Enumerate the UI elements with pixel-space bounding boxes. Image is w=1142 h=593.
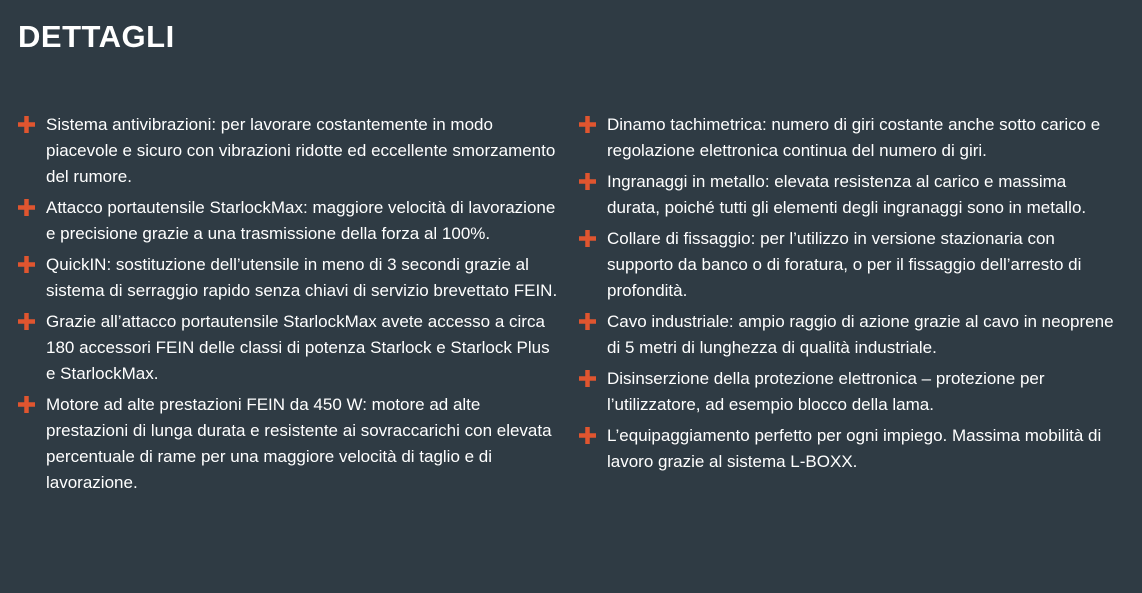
feature-text: Disinserzione della protezione elettronica – protezione per l’utilizzatore, ad esempio blocco della lama. bbox=[607, 369, 1045, 414]
plus-icon bbox=[579, 427, 596, 444]
details-column-right bbox=[579, 112, 1120, 480]
plus-icon bbox=[18, 313, 35, 330]
feature-text: Sistema antivibrazioni: per lavorare costantemente in modo piacevole e sicuro con vibrazioni ridotte ed eccellente smorzamento del rumore. bbox=[46, 115, 556, 186]
feature-item bbox=[18, 195, 559, 247]
plus-icon bbox=[579, 173, 596, 190]
feature-text: Attacco portautensile StarlockMax: maggiore velocità di lavorazione e precisione grazie a una trasmissione della forza al 100%. bbox=[46, 198, 556, 243]
plus-icon bbox=[579, 370, 596, 387]
plus-icon bbox=[579, 313, 596, 330]
feature-item bbox=[579, 226, 1120, 304]
feature-text: Cavo industriale: ampio raggio di azione grazie al cavo in neoprene di 5 metri di lunghezza di qualità industriale. bbox=[607, 312, 1114, 357]
plus-icon bbox=[18, 396, 35, 413]
feature-text: Grazie all’attacco portautensile StarlockMax avete accesso a circa 180 accessori FEIN delle classi di potenza Starlock e Starlock Plus e StarlockMax. bbox=[46, 312, 550, 383]
page-title: DETTAGLI bbox=[18, 19, 175, 54]
feature-text: L’equipaggiamento perfetto per ogni impiego. Massima mobilità di lavoro grazie al sistema L-BOXX. bbox=[607, 426, 1102, 471]
feature-item bbox=[579, 112, 1120, 164]
feature-text: Dinamo tachimetrica: numero di giri costante anche sotto carico e regolazione elettronica continua del numero di giri. bbox=[607, 115, 1101, 160]
plus-icon bbox=[18, 256, 35, 273]
feature-item bbox=[579, 423, 1120, 475]
plus-icon bbox=[579, 230, 596, 247]
feature-text: Motore ad alte prestazioni FEIN da 450 W: motore ad alte prestazioni di lunga durata e resistente ai sovraccarichi con elevata percentuale di rame per una maggiore velocità di taglio e di lavorazione. bbox=[46, 395, 552, 492]
feature-item bbox=[579, 169, 1120, 221]
details-columns bbox=[18, 112, 1120, 501]
feature-item bbox=[579, 366, 1120, 418]
plus-icon bbox=[18, 116, 35, 133]
feature-item bbox=[18, 252, 559, 304]
feature-text: QuickIN: sostituzione dell’utensile in meno di 3 secondi grazie al sistema di serraggio rapido senza chiavi di servizio brevettato FEIN. bbox=[46, 255, 558, 300]
plus-icon bbox=[579, 116, 596, 133]
feature-text: Collare di fissaggio: per l’utilizzo in versione stazionaria con supporto da banco o di foratura, o per il fissaggio dell’arresto di profondità. bbox=[607, 229, 1082, 300]
feature-item bbox=[579, 309, 1120, 361]
details-column-left bbox=[18, 112, 559, 501]
plus-icon bbox=[18, 199, 35, 216]
feature-text: Ingranaggi in metallo: elevata resistenza al carico e massima durata, poiché tutti gli elementi degli ingranaggi sono in metallo. bbox=[607, 172, 1087, 217]
feature-item bbox=[18, 309, 559, 387]
feature-item bbox=[18, 392, 559, 496]
feature-item bbox=[18, 112, 559, 190]
